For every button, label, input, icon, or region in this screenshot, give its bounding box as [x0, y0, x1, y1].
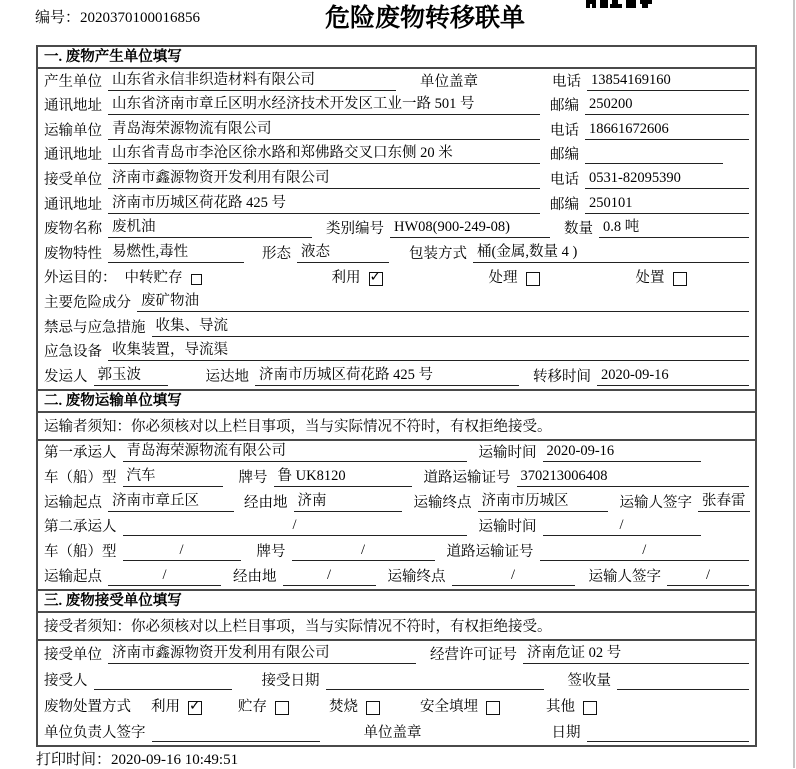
vehicle-type-value-2: / [123, 542, 241, 561]
acceptor-value [94, 672, 232, 690]
zip-label: 邮编 [550, 98, 579, 115]
row-route-1 [38, 490, 755, 515]
row-transfer-purpose [38, 266, 755, 291]
producer-label: 产生单位 [44, 73, 102, 90]
checkbox-storage [191, 274, 202, 285]
row-responsible-sign [38, 719, 755, 745]
accept-date-value [326, 672, 544, 690]
transporter-label: 运输单位 [44, 122, 102, 139]
purpose-label: 外运目的： [44, 270, 117, 287]
receiver-label: 接受单位 [44, 171, 102, 188]
purpose-option-treat [489, 270, 540, 287]
row-first-carrier [38, 441, 755, 466]
route-end-label: 运输终点 [413, 494, 472, 511]
transport-time-label: 运输时间 [478, 445, 537, 462]
checkbox-incinerate [366, 701, 380, 715]
producer-zip-value: 250200 [585, 96, 749, 115]
unit-seal-label: 单位盖章 [420, 73, 478, 90]
page-title: 危险废物转移联单 [325, 5, 526, 32]
plate-value: 鲁 UK8120 [274, 468, 412, 487]
section1-body [38, 69, 755, 389]
checkbox-other [583, 701, 597, 715]
route-via-label: 经由地 [244, 494, 288, 511]
disposal-option-landfill [420, 699, 500, 716]
print-time-value: 2020-09-16 10:49:51 [111, 752, 239, 768]
disposal-option-utilize [151, 699, 202, 716]
route-start-value-2: / [108, 567, 221, 586]
producer-address-value: 山东省济南市章丘区明水经济技术开发区工业一路 501 号 [108, 96, 540, 115]
section1-header: 一. 废物产生单位填写 [38, 47, 755, 69]
transporter-zip-value [585, 146, 723, 164]
quantity-value: 0.8 吨 [599, 219, 749, 238]
serial-label: 编号： [35, 10, 81, 26]
transport-time-label: 运输时间 [478, 519, 537, 536]
responsible-sign-label: 单位负责人签字 [44, 724, 146, 741]
option-label: 处置 [635, 270, 665, 287]
carrier-sign-value: 张春雷 [698, 493, 750, 512]
row-hazard-components [38, 290, 755, 315]
receiver-value: 济南市鑫源物资开发利用有限公司 [108, 170, 540, 189]
row-second-carrier [38, 515, 755, 540]
taboo-value: 收集、导流 [152, 318, 750, 337]
row-taboo-measures [38, 315, 755, 340]
route-end-value: 济南市历城区 [478, 493, 608, 512]
row-disposal-method [38, 693, 755, 719]
license-label: 经营许可证号 [430, 646, 517, 663]
transfer-form [36, 45, 757, 747]
category-code-label: 类别编号 [326, 221, 384, 238]
row-transporter-address [38, 143, 755, 168]
received-qty-label: 签收量 [567, 672, 611, 689]
route-end-label: 运输终点 [387, 568, 446, 585]
disposal-option-store [238, 699, 289, 716]
dispatcher-value: 郭玉波 [94, 367, 168, 386]
first-carrier-label: 第一承运人 [44, 445, 117, 462]
address-label: 通讯地址 [44, 98, 102, 115]
phone-label: 电话 [550, 171, 579, 188]
option-label: 焚烧 [329, 698, 358, 715]
road-permit-value: 370213006408 [517, 468, 750, 487]
packing-label: 包装方式 [409, 245, 467, 262]
purpose-option-storage [125, 270, 202, 287]
transporter-phone-value: 18661672606 [585, 121, 749, 140]
route-via-label: 经由地 [233, 568, 277, 585]
received-qty-value [617, 672, 749, 690]
carrier-sign-label: 运输人签字 [588, 568, 661, 585]
category-code-value: HW08(900-249-08) [390, 219, 550, 238]
transfer-time-label: 转移时间 [533, 368, 591, 385]
plate-label: 牌号 [238, 470, 268, 487]
row-producer-address [38, 94, 755, 119]
section3-body [38, 641, 755, 745]
equipment-value: 收集装置，导流渠 [108, 342, 749, 361]
section3-notice: 接受者须知：你必须核对以上栏目事项，当与实际情况不符时，有权拒绝接受。 [38, 613, 755, 641]
checkbox-dispose [673, 272, 687, 286]
second-carrier-value: / [123, 517, 467, 536]
section2-header: 二. 废物运输单位填写 [38, 389, 755, 413]
checkbox-landfill [486, 701, 500, 715]
road-permit-label: 道路运输证号 [446, 544, 534, 561]
row-receiver [38, 167, 755, 192]
transporter-address-value: 山东省青岛市李沧区徐水路和郑佛路交叉口东侧 20 米 [108, 145, 540, 164]
row-emergency-equipment [38, 340, 755, 365]
section2-notice: 运输者须知：你必须核对以上栏目事项，当与实际情况不符时，有权拒绝接受。 [38, 413, 755, 441]
license-value: 济南危证 02 号 [523, 645, 749, 664]
second-carrier-label: 第二承运人 [44, 519, 117, 536]
receiver-address-value: 济南市历城区荷花路 425 号 [108, 195, 540, 214]
row-transporter [38, 118, 755, 143]
row-route-2 [38, 564, 755, 589]
hazard-label: 主要危险成分 [44, 294, 131, 311]
address-label: 通讯地址 [44, 196, 102, 213]
route-start-label: 运输起点 [44, 494, 102, 511]
producer-value: 山东省永信非织造材料有限公司 [108, 72, 396, 91]
print-time [36, 748, 238, 769]
responsible-sign-value [152, 724, 320, 742]
option-label: 处理 [488, 270, 518, 287]
option-label: 中转贮存 [124, 270, 183, 287]
destination-label: 运达地 [205, 368, 249, 385]
zip-label: 邮编 [550, 196, 579, 213]
purpose-option-dispose [636, 270, 687, 287]
quantity-label: 数量 [564, 221, 593, 238]
zip-label: 邮编 [550, 147, 579, 164]
option-label: 贮存 [238, 698, 267, 715]
row-producer [38, 69, 755, 94]
row-waste-properties [38, 241, 755, 266]
row-dispatcher [38, 364, 755, 389]
row-waste-name [38, 217, 755, 242]
first-carrier-value: 青岛海荣源物流有限公司 [123, 443, 467, 462]
disposal-option-other [546, 699, 597, 716]
route-via-value: 济南 [294, 493, 402, 512]
carrier-sign-label: 运输人签字 [619, 494, 692, 511]
disposal-label: 废物处置方式 [44, 698, 131, 715]
acceptor-label: 接受人 [44, 672, 88, 689]
transport-time-value: 2020-09-16 [543, 443, 701, 462]
option-label: 利用 [331, 270, 361, 287]
dispatcher-label: 发运人 [44, 368, 88, 385]
row-accept-unit [38, 641, 755, 667]
hazard-value: 废矿物油 [137, 293, 749, 312]
form-label: 形态 [262, 245, 291, 262]
taboo-label: 禁忌与应急措施 [44, 319, 146, 336]
unit-seal-label: 单位盖章 [363, 724, 422, 741]
accept-date-label: 接受日期 [261, 672, 320, 689]
date-value [587, 724, 750, 742]
checkbox-treat [526, 272, 540, 286]
checkbox-utilize [369, 272, 383, 286]
phone-label: 电话 [552, 73, 581, 90]
route-start-value: 济南市章丘区 [108, 493, 234, 512]
equipment-label: 应急设备 [44, 344, 102, 361]
serial-number [35, 6, 200, 27]
checkbox-utilize [188, 701, 202, 715]
date-label: 日期 [551, 724, 581, 741]
section3-header: 三. 废物接受单位填写 [38, 589, 755, 613]
destination-value: 济南市历城区荷花路 425 号 [255, 367, 519, 386]
serial-value: 2020370100016856 [80, 10, 201, 26]
transport-time-value-2: / [543, 517, 701, 536]
disposal-option-incinerate [329, 699, 380, 716]
plate-value-2: / [292, 542, 435, 561]
transfer-time-value: 2020-09-16 [597, 367, 749, 386]
print-time-label: 打印时间： [36, 752, 112, 768]
page-edge-line [793, 0, 795, 768]
qr-code-fragment [586, 0, 652, 9]
checkbox-store [275, 701, 289, 715]
route-end-value-2: / [452, 567, 575, 586]
address-label: 通讯地址 [44, 147, 102, 164]
option-label: 其他 [546, 698, 575, 715]
vehicle-type-label: 车（船）型 [44, 544, 117, 561]
purpose-option-utilize [332, 270, 383, 287]
waste-name-value: 废机油 [108, 219, 312, 238]
accept-unit-label: 接受单位 [44, 646, 102, 663]
carrier-sign-value-2: / [667, 567, 749, 586]
form-value: 液态 [297, 244, 389, 263]
phone-label: 电话 [550, 122, 579, 139]
producer-phone-value: 13854169160 [587, 72, 749, 91]
route-start-label: 运输起点 [44, 568, 102, 585]
plate-label: 牌号 [256, 544, 286, 561]
option-label: 安全填埋 [420, 698, 478, 715]
row-vehicle-2 [38, 539, 755, 564]
waste-name-label: 废物名称 [44, 221, 102, 238]
row-acceptor [38, 667, 755, 693]
waste-properties-value: 易燃性,毒性 [108, 244, 244, 263]
packing-value: 桶(金属,数量 4 ) [473, 244, 749, 263]
route-via-value-2: / [283, 567, 376, 586]
road-permit-value-2: / [540, 542, 750, 561]
vehicle-type-value: 汽车 [123, 468, 223, 487]
vehicle-type-label: 车（船）型 [44, 470, 117, 487]
transporter-value: 青岛海荣源物流有限公司 [108, 121, 540, 140]
receiver-zip-value: 250101 [585, 195, 749, 214]
waste-properties-label: 废物特性 [44, 245, 102, 262]
receiver-phone-value: 0531-82095390 [585, 170, 749, 189]
road-permit-label: 道路运输证号 [423, 470, 511, 487]
row-vehicle-1 [38, 465, 755, 490]
section2-body [38, 441, 755, 589]
row-receiver-address [38, 192, 755, 217]
option-label: 利用 [151, 698, 180, 715]
accept-unit-value: 济南市鑫源物资开发利用有限公司 [108, 645, 416, 664]
